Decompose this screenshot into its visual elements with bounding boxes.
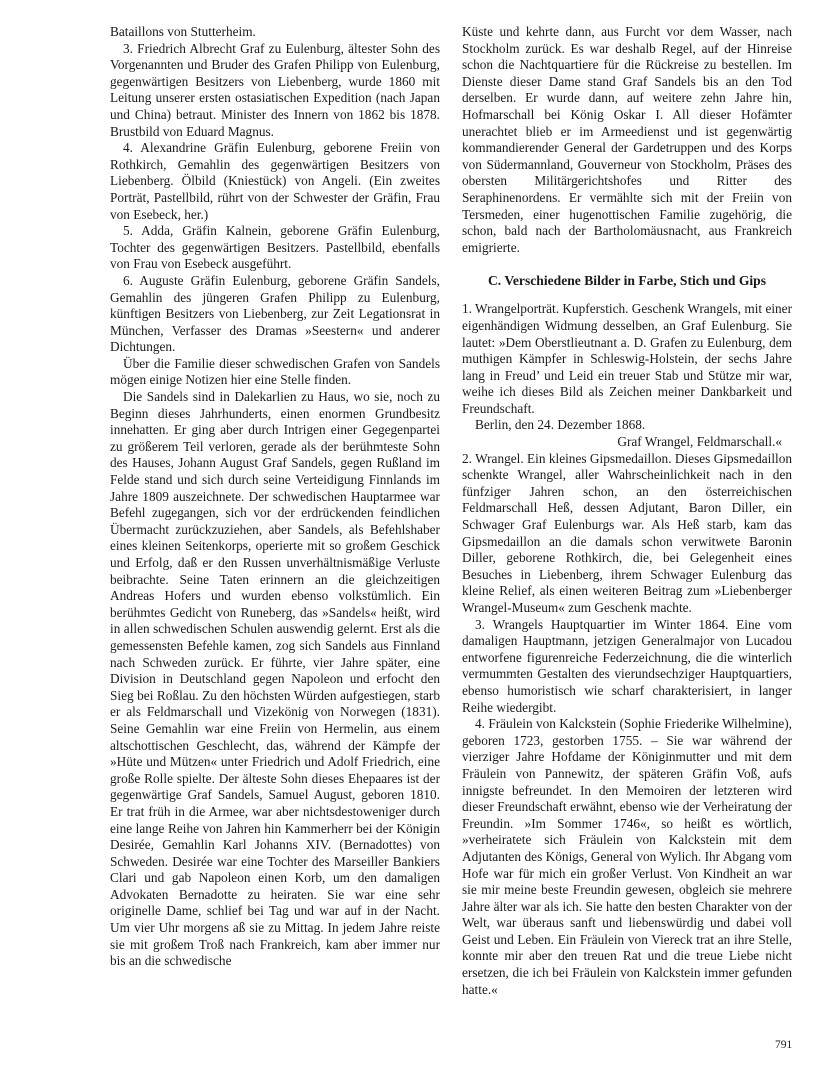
page-number: 791 — [775, 1039, 793, 1051]
paragraph: Über die Familie dieser schwedischen Grafen von Sandels mögen einige Notizen hier eine Stelle finden. — [110, 355, 440, 388]
right-column — [462, 24, 792, 998]
paragraph: Berlin, den 24. Dezember 1868. — [475, 417, 646, 433]
paragraph: 6. Auguste Gräfin Eulenburg, geborene Gräfin Sandels, Gemahlin des jüngeren Grafen Philipp zu Eulenburg, künftigen Besitzers von Liebenberg, zur Zeit Legationsrat in München, Verfasser des Dramas »Seestern« und anderer Dichtungen. — [110, 272, 440, 355]
paragraph: 5. Adda, Gräfin Kalnein, geborene Gräfin Eulenburg, Tochter des gegenwärtigen Besitzers. Pastellbild, ebenfalls von Frau von Esebeck ausgeführt. — [110, 223, 440, 272]
paragraph: Küste und kehrte dann, aus Furcht vor dem Wasser, nach Stockholm zurück. Es war deshalb Regel, auf der Hinreise schon die Nachtquartiere für die Rückreise zu bestellen. Im Dienste dieser Dame stand Graf Sandels bis an den Tod derselben. Er wurde dann, auf weitere zehn Jahre hin, Hofmarschall bei König Oskar I. All dieser Hofämter unerachtet blieb er im Armeedienst und ist gegenwärtig kommandierender General der Gardetruppen und des Korps von Südermannland, Gouverneur von Stockholm, Präses des obersten Militärgerichtshofes und Ritter des Seraphinenordens. Er vermählte sich mit der Freiin von Tersmeden, einer hugenottischen Familie zugehörig, die schon, bald nach der Bartholomäusnacht, aus Frankreich emigrierte. — [462, 24, 792, 255]
paragraph: Bataillons von Stutterheim. — [110, 24, 256, 39]
paragraph: 2. Wrangel. Ein kleines Gipsmedaillon. Dieses Gipsmedaillon schenkte Wrangel, aller Wahrscheinlichkeit nach in den fünfziger Jahren schon, an den österreichischen Feldmarschall Heß, dessen Adjutant, Baron Diller, ein Schwager Graf Eulenburgs war. Als Heß starb, kam das Gipsmedaillon an die damals schon verwitwete Baronin Diller, geborene Rothkirch, die, bei Gelegenheit eines Besuches in Liebenberg, ihrem Schwager Eulenburg das kleine Relief, als einen weiteren Beitrag zum »Liebenberger Wrangel-Museum« zum Geschenk machte. — [462, 450, 792, 615]
paragraph: 1. Wrangelporträt. Kupferstich. Geschenk Wrangels, mit einer eigenhändigen Widmung desselben, an Graf Eulenburg. Sie lautet: »Dem Oberstlieutnant a. D. Grafen zu Eulenburg, dem muthigen Kämpfer in Schleswig-Holstein, der sechs Jahre lang in Freud’ und Leid ein treuer Stab und Stütze mir war, weihe ich dieses Bild als Zeichen meiner Dankbarkeit und Freundschaft. — [462, 301, 793, 416]
left-column — [110, 24, 440, 970]
paragraph: 3. Friedrich Albrecht Graf zu Eulenburg, ältester Sohn des Vorgenannten und Bruder des Grafen Philipp von Eulenburg, gegenwärtigen Besitzers von Liebenberg, wurde 1860 mit Leitung unserer ersten ostasiatischen Expedition (nach Japan und China) betraut. Minister des Innern von 1862 bis 1878. Brustbild von Eduard Magnus. — [110, 40, 440, 139]
paragraph: 4. Fräulein von Kalckstein (Sophie Friederike Wilhelmine), geboren 1723, gestorben 1755. – Sie war während der vierziger Jahre Hofdame der Königinmutter und mit dem Fräulein von Pannewitz, der späteren Gräfin Voß, aufs innigste befreundet. In den Memoiren der letzteren wird dieser Freundschaft erwähnt, ebenso wie der Verheiratung der Freundin. »Im Sommer 1746«, so heißt es wörtlich, »verheiratete sich Fräulein von Kalckstein mit dem Adjutanten des Königs, General von Wylich. Ihr Abgang vom Hofe war für mich ein großer Verlust. Von Kindheit an war sie mir meine beste Freundin gewesen, obgleich sie mehrere Jahre älter war als ich. Sie hatte den besten Charakter von der Welt, war überaus sanft und liebenswürdig und dabei voll Geist und Leben. Ein Fräulein von Viereck trat an ihre Stelle, konnte mir aber den treuen Rat und die treue Liebe nicht ersetzen, die ich bei Fräulein von Kalckstein immer gefunden hatte.« — [462, 716, 792, 997]
signature-line: Graf Wrangel, Feldmarschall.« — [617, 434, 782, 450]
paragraph: 3. Wrangels Hauptquartier im Winter 1864. Eine vom damaligen Hauptmann, jetzigen Generalmajor von Lucadou entworfene figurenreiche Federzeichnung, die die winterlich vermummten Gestalten des vierundsechziger Hauptquartiers, ebenso humoristisch wie scharf charakterisiert, in langer Reihe wiedergibt. — [462, 616, 792, 715]
paragraph: Die Sandels sind in Dalekarlien zu Haus, wo sie, noch zu Beginn dieses Jahrhunderts, einen enormen Grundbesitz innehatten. Er ging aber durch Intrigen einer Gegegenpartei zu größerem Teil verloren, gerade als der berühmteste Sohn des Hauses, Johann August Graf Sandels, gegen Rußland im Felde stand und sich durch seine Verteidigung Finnlands im Jahre 1809 auszeichnete. Der schwedischen Hauptarmee war Befehl zugegangen, sich vor der erdrückenden feindlichen Übermacht zurückzuziehen, aber Sandels, als Befehlshaber eines kleinen Seitenkorps, operierte mit so großem Geschick und Erfolg, daß er den Russen unverhältnismäßige Verluste beibrachte. Seine Taten erinnern an die gleichzeitigen Andreas Hofers und wurden ebenso volkstümlich. Ein berühmtes Gedicht von Runeberg, das »Sandels« heißt, wird in allen schwedischen Schulen auswendig gelernt. Erst als die gemessensten Befehle kamen, zog sich Sandels aus Finnland nach Schweden zurück. Er führte, vier Jahre später, eine Division in Deutschland gegen Napoleon und erfocht den Sieg bei Roßlau. Zu den höchsten Würden aufgestiegen, starb er als Feldmarschall und Vizekönig von Norwegen (1831). Seine Gemahlin war eine Freiin von Hermelin, aus einem altschottischen Geschlecht, das, während der Kämpfe der »Hüte und Mützen« unter Friedrich und Adolf Friedrich, eine große Rolle spielte. Der älteste Sohn dieses Ehepaares ist der gegenwärtige Graf Sandels, Samuel August, geboren 1810. Er trat früh in die Armee, war aber nichtsdestoweniger durch eine lange Reihe von Jahren hin Kammerherr bei der Königin Desirée, Gemahlin Karl Johanns XIV. (Bernadottes) von Schweden. Desirée war eine Tochter des Marseiller Bankiers Clari und gab Napoleon einen Korb, um den damaligen Advokaten Bernadotte zu heiraten. Sie war eine sehr originelle Dame, schlief bei Tag und war auf in der Nacht. Um vier Uhr morgens aß sie zu Mittag. In jedem Jahre reiste sie mit großem Troß nach Frankreich, kam aber immer nur bis an die schwedische — [110, 389, 440, 969]
paragraph: 4. Alexandrine Gräfin Eulenburg, geborene Freiin von Rothkirch, Gemahlin des gegenwärtigen Besitzers von Liebenberg. Ölbild (Kniestück) von Angeli. (Ein zweites Porträt, Pastellbild, rührt von der Schwester der Gräfin, Frau von Esebeck, her.) — [110, 140, 440, 222]
section-heading: C. Verschiedene Bilder in Farbe, Stich und Gips — [487, 273, 767, 289]
